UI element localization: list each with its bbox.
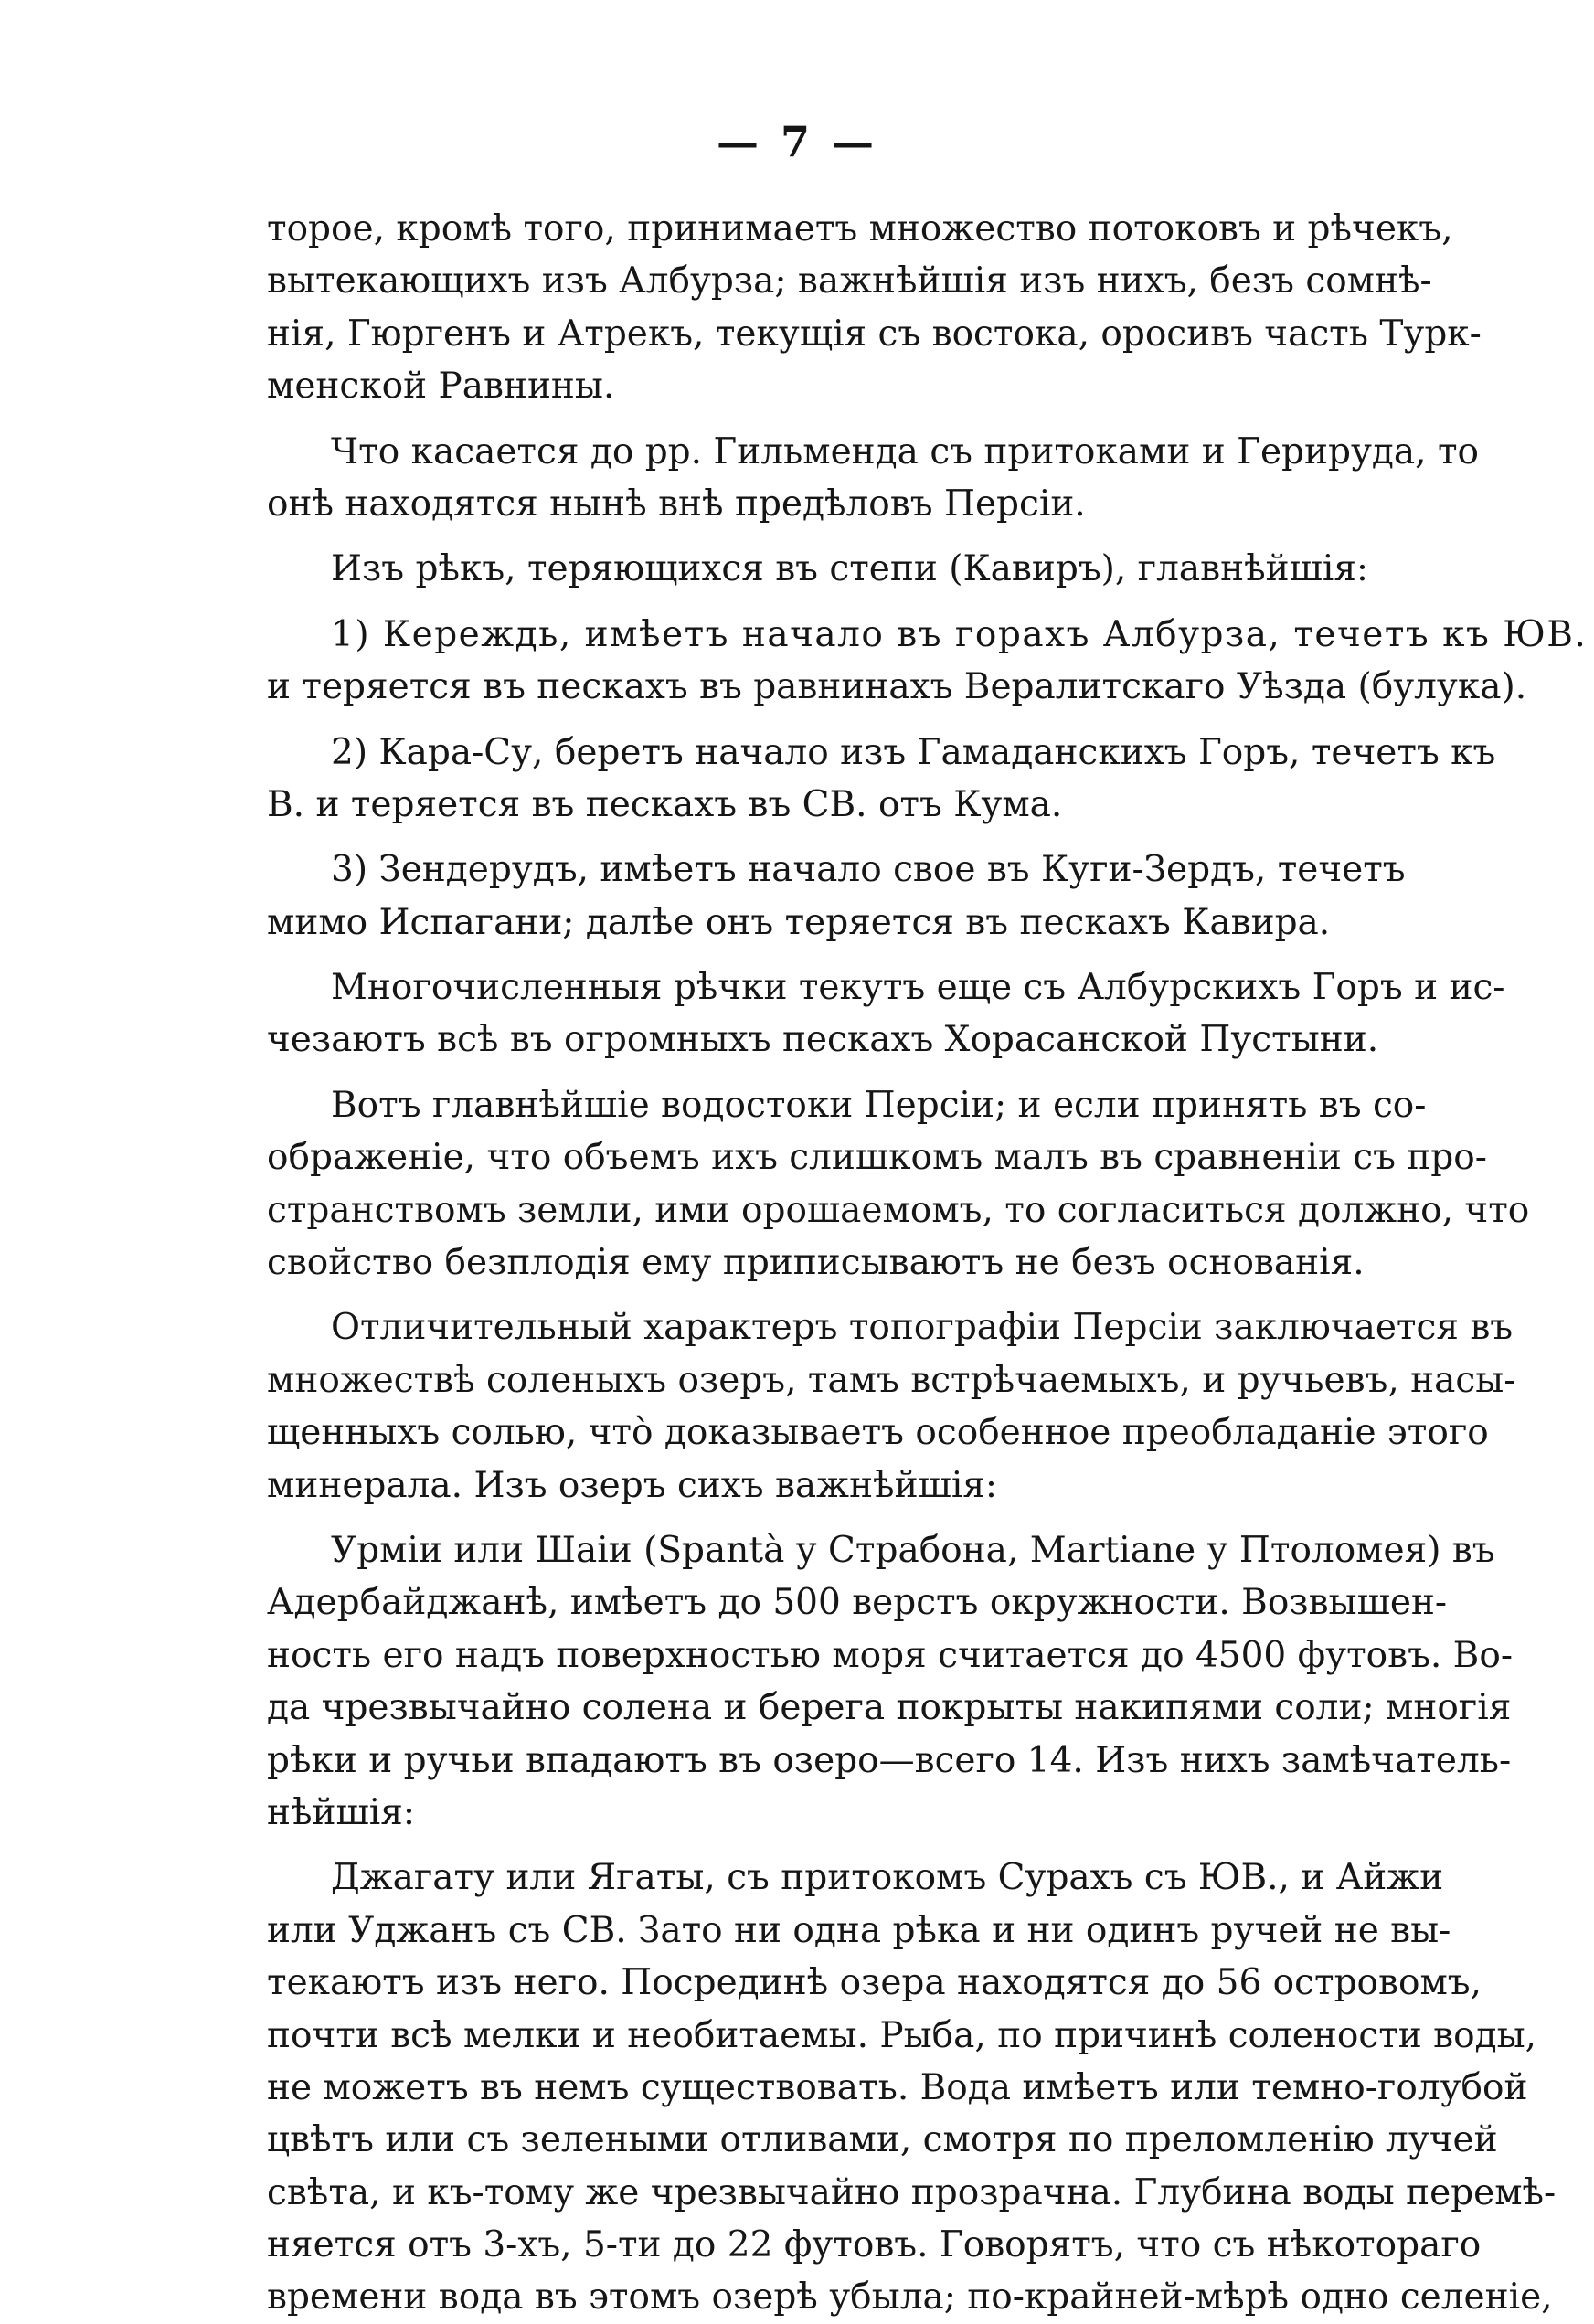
body-text xyxy=(267,203,1588,2324)
text-line: 2) Кара-Су, беретъ начало изъ Гамаданскихъ Горъ, течетъ къ xyxy=(331,731,1496,773)
text-line: вытекающихъ изъ Албурза; важнѣйшія изъ нихъ, безъ сомнѣ- xyxy=(267,260,1432,302)
text-line: 3) Зендерудъ, имѣетъ начало свое въ Куги-Зердъ, течетъ xyxy=(331,849,1406,891)
text-line: текаютъ изъ него. Посрединѣ озера находятся до 56 островомъ, xyxy=(267,1962,1482,2004)
text-line: Вотъ главнѣйшіе водостоки Персіи; и если принять въ со- xyxy=(331,1084,1427,1126)
text-line: Урміи или Шаіи (Spantà у Страбона, Martiane у Птоломея) въ xyxy=(331,1529,1495,1571)
text-line: мимо Испагани; далѣе онъ теряется въ пескахъ Кавира. xyxy=(267,901,1331,943)
text-line: торое, кромѣ того, принимаетъ множество потоковъ и рѣчекъ, xyxy=(267,208,1453,249)
page-number: — 7 — xyxy=(716,117,878,166)
text-line: нѣйшія: xyxy=(267,1791,415,1833)
text-line: щенныхъ солью, что̀ доказываетъ особенное преобладаніе этого xyxy=(267,1412,1489,1454)
text-line: почти всѣ мелки и необитаемы. Рыба, по причинѣ солености воды, xyxy=(267,2014,1537,2056)
text-line: В. и теряется въ пескахъ въ СВ. отъ Кума. xyxy=(267,783,1063,825)
text-line: или Уджанъ съ СВ. Зато ни одна рѣка и ни одинъ ручей не вы- xyxy=(267,1909,1451,1951)
text-line: Изъ рѣкъ, теряющихся въ степи (Кавиръ), главнѣйшія: xyxy=(331,548,1369,590)
text-line: и теряется въ пескахъ въ равнинахъ Вералитскаго Уѣзда (булука). xyxy=(267,666,1527,708)
text-line: цвѣтъ или съ зелеными отливами, смотря по преломленію лучей xyxy=(267,2119,1498,2161)
text-line: минерала. Изъ озеръ сихъ важнѣйшія: xyxy=(267,1464,998,1506)
text-line: 1) Кереждь, имѣетъ начало въ горахъ Албурза, течетъ къ ЮВ. xyxy=(331,613,1588,655)
text-line: да чрезвычайно солена и берега покрыты накипями соли; многія xyxy=(267,1687,1512,1729)
text-line: нія, Гюргенъ и Атрекъ, текущія съ востока, оросивъ часть Турк- xyxy=(267,313,1482,355)
text-line: множествѣ соленыхъ озеръ, тамъ встрѣчаемыхъ, и ручьевъ, насы- xyxy=(267,1359,1516,1401)
text-line: странствомъ земли, ими орошаемомъ, то согласиться должно, что xyxy=(267,1189,1530,1231)
text-line: Многочисленныя рѣчки текутъ еще съ Албурскихъ Горъ и ис- xyxy=(331,967,1505,1009)
text-line: ность его надъ поверхностью моря считается до 4500 футовъ. Во- xyxy=(267,1634,1514,1676)
text-line: ображеніе, что объемъ ихъ слишкомъ малъ въ сравненіи съ про- xyxy=(267,1137,1487,1179)
text-line: чезаютъ всѣ въ огромныхъ пескахъ Хорасанской Пустыни. xyxy=(267,1019,1379,1061)
text-line: Отличительный характеръ топографіи Персіи заключается въ xyxy=(331,1307,1514,1349)
text-line: не можетъ въ немъ существовать. Вода имѣетъ или темно-голубой xyxy=(267,2066,1528,2108)
text-line: Адербайджанѣ, имѣетъ до 500 верстъ окружности. Возвышен- xyxy=(267,1582,1448,1624)
text-line: Что касается до рр. Гильменда съ притоками и Герируда, то xyxy=(331,430,1480,472)
text-line: онѣ находятся нынѣ внѣ предѣловъ Персіи. xyxy=(267,483,1086,525)
text-line: свойство безплодія ему приписываютъ не безъ основанія. xyxy=(267,1242,1365,1284)
text-line: Джагату или Ягаты, съ притокомъ Сурахъ съ ЮВ., и Айжи xyxy=(331,1857,1444,1899)
text-line: рѣки и ручьи впадаютъ въ озеро—всего 14. Изъ нихъ замѣчатель- xyxy=(267,1739,1512,1781)
text-line: свѣта, и къ-тому же чрезвычайно прозрачна. Глубина воды перемѣ- xyxy=(267,2171,1557,2213)
text-line: времени вода въ этомъ озерѣ убыла; по-крайней-мѣрѣ одно селеніе, xyxy=(267,2276,1553,2319)
text-line: менской Равнины. xyxy=(267,366,615,408)
text-line: няется отъ 3-хъ, 5-ти до 22 футовъ. Говорятъ, что съ нѣкотораго xyxy=(267,2224,1482,2266)
